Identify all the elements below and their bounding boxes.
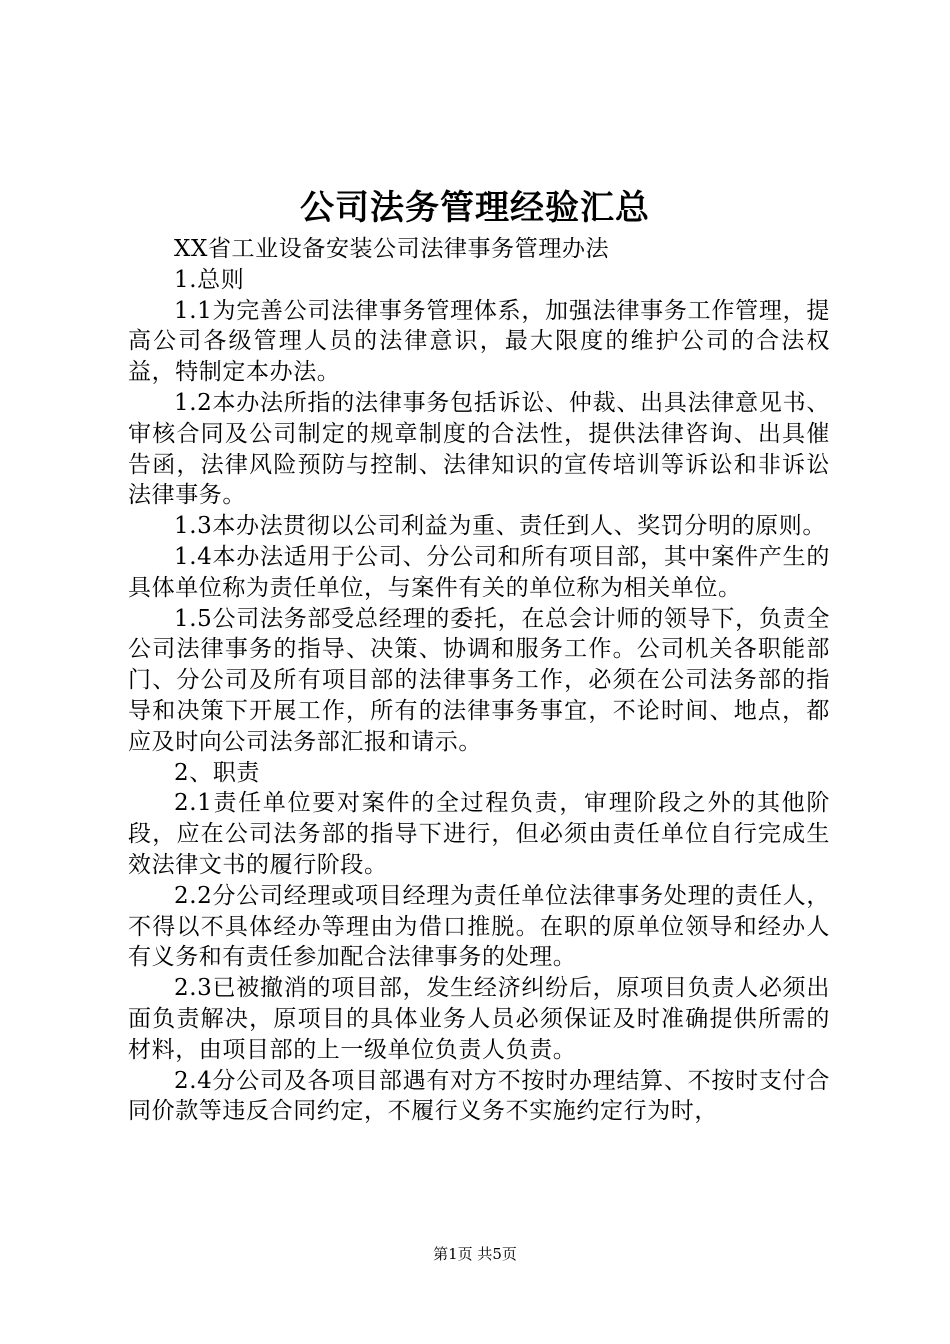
paragraph-heading: XX省工业设备安装公司法律事务管理办法 (174, 236, 610, 262)
paragraph-2-3: 2.3已被撤消的项目部，发生经济纠纷后，原项目负责人必须出面负责解决，原项目的具体业务人员必须保证及时准确提供所需的材料，由项目部的上一级单位负责人负责。 (128, 975, 830, 1063)
paragraph-1-5: 1.5公司法务部受总经理的委托，在总会计师的领导下，负责全公司法律事务的指导、决策、协调和服务工作。公司机关各职能部门、分公司及所有项目部的法律事务工作，必须在公司法务部的指导和决策下开展工作，所有的法律事务事宜，不论时间、地点，都应及时向公司法务部汇报和请示。 (128, 605, 830, 755)
section-1-heading: 1.总则 (174, 266, 245, 293)
section-2-heading: 2、职责 (174, 759, 261, 786)
paragraph-2-1: 2.1责任单位要对案件的全过程负责，审理阶段之外的其他阶段，应在公司法务部的指导下进行，但必须由责任单位自行完成生效法律文书的履行阶段。 (128, 790, 830, 878)
document-title: 公司法务管理经验汇总 (300, 188, 650, 228)
paragraph-1-2: 1.2本办法所指的法律事务包括诉讼、仲裁、出具法律意见书、审核合同及公司制定的规章制度的合法性，提供法律咨询、出具催告函，法律风险预防与控制、法律知识的宣传培训等诉讼和非诉讼法律事务。 (128, 389, 830, 509)
paragraph-1-1: 1.1为完善公司法律事务管理体系，加强法律事务工作管理，提高公司各级管理人员的法律意识，最大限度的维护公司的合法权益，特制定本办法。 (128, 297, 830, 386)
page-footer: 第1页 共5页 (433, 1245, 517, 1263)
document-body (128, 234, 830, 1127)
paragraph-1-3: 1.3本办法贯彻以公司利益为重、责任到人、奖罚分明的原则。 (174, 513, 826, 540)
paragraph-2-2: 2.2分公司经理或项目经理为责任单位法律事务处理的责任人，不得以不具体经办等理由为借口推脱。在职的原单位领导和经办人有义务和有责任参加配合法律事务的处理。 (128, 882, 830, 971)
paragraph-2-4: 2.4分公司及各项目部遇有对方不按时办理结算、不按时支付合同价款等违反合同约定，不履行义务不实施约定行为时， (128, 1067, 830, 1125)
paragraph-1-4: 1.4本办法适用于公司、分公司和所有项目部，其中案件产生的具体单位称为责任单位，与案件有关的单位称为相关单位。 (128, 543, 830, 601)
